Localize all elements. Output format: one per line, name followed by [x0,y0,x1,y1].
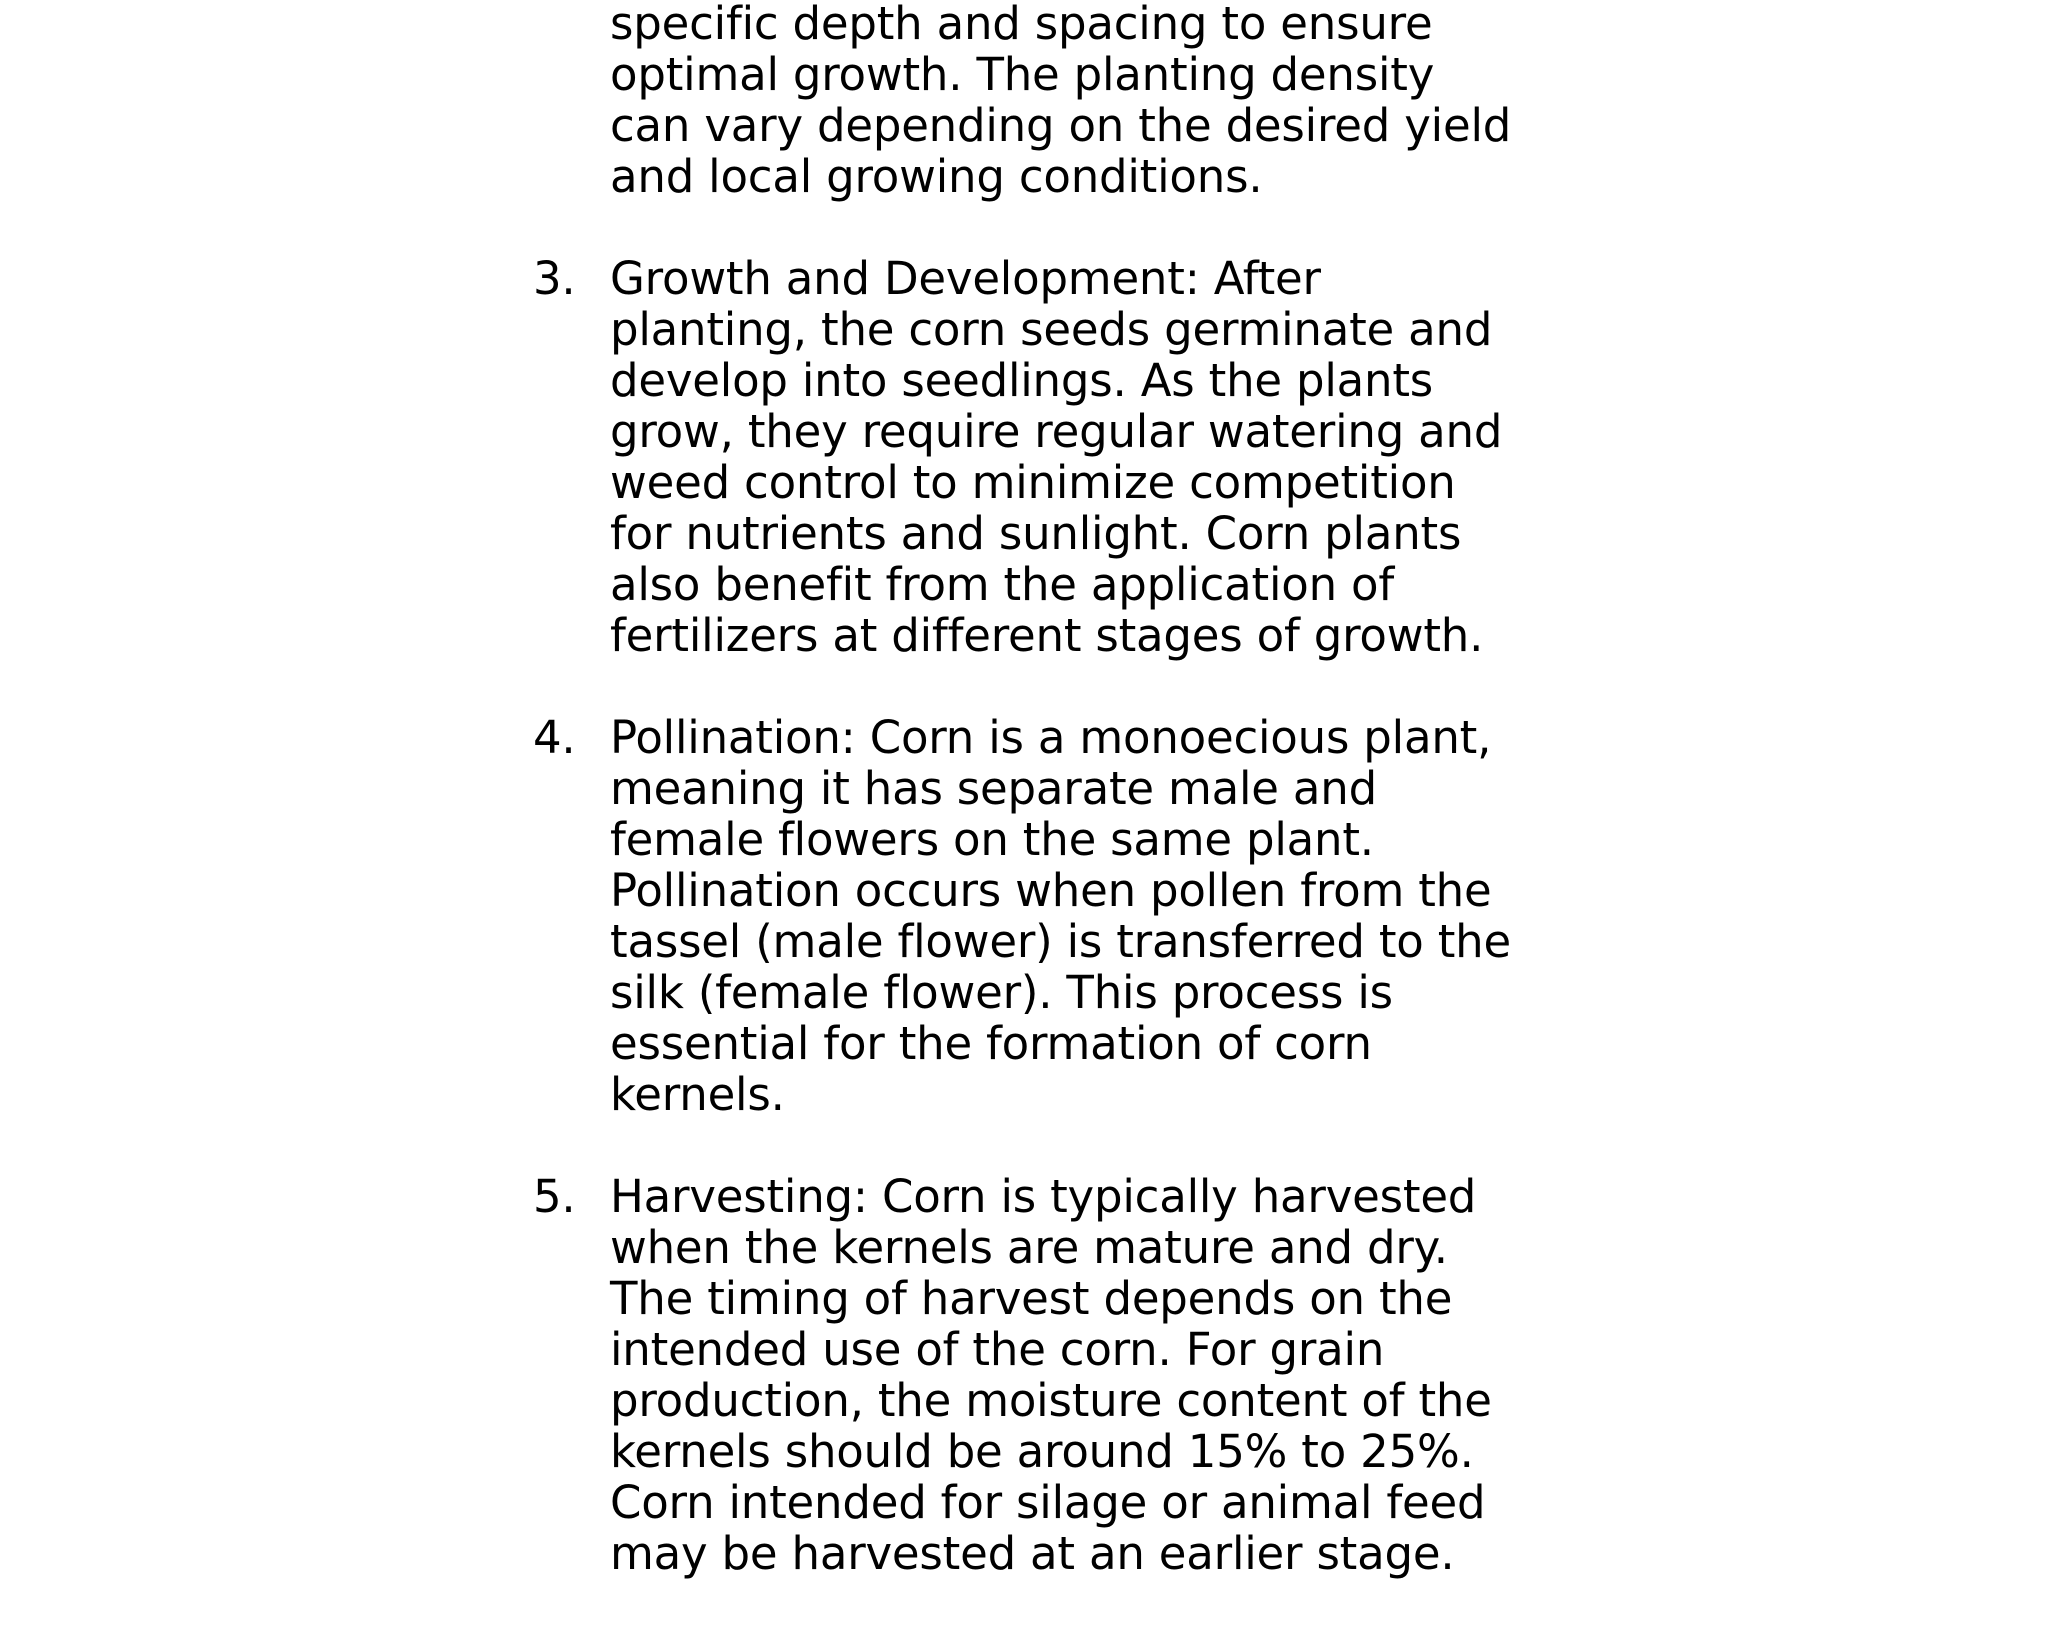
text-line: production, the moisture content of the [610,1374,1492,1427]
document-body [533,0,1533,1630]
list-item-planting-continued [533,0,1533,202]
text-line: when the kernels are mature and dry. [610,1221,1448,1274]
text-line: silk (female flower). This process is [610,966,1393,1019]
text-line: can vary depending on the desired yield [610,99,1512,152]
text-line: kernels should be around 15% to 25%. [610,1425,1474,1478]
text-line: Growth and Development: After [610,252,1321,305]
text-line: specific depth and spacing to ensure [610,0,1433,50]
text-line: kernels. [610,1068,785,1121]
list-item-text [610,1171,1540,1579]
text-line: Pollination: Corn is a monoecious plant, [610,711,1492,764]
list-item-text [610,712,1540,1120]
list-item-growth-development [533,253,1533,661]
text-line: and local growing conditions. [610,150,1263,203]
text-line: Harvesting: Corn is typically harvested [610,1170,1477,1223]
text-line: optimal growth. The planting density [610,48,1435,101]
text-line: fertilizers at different stages of growth. [610,609,1484,662]
text-line: Pollination occurs when pollen from the [610,864,1492,917]
text-line: female flowers on the same plant. [610,813,1374,866]
text-line: grow, they require regular watering and [610,405,1503,458]
text-line: meaning it has separate male and [610,762,1377,815]
text-line: intended use of the corn. For grain [610,1323,1385,1376]
text-line: tassel (male flower) is transferred to the [610,915,1511,968]
text-line: may be harvested at an earlier stage. [610,1527,1455,1580]
list-item-text [610,0,1540,202]
list-item-number: 3. [533,252,576,305]
list-item-number: 4. [533,711,576,764]
list-item-text [610,253,1540,661]
text-line: planting, the corn seeds germinate and [610,303,1493,356]
list-item-harvesting [533,1171,1533,1579]
text-line: Corn intended for silage or animal feed [610,1476,1486,1529]
text-line: develop into seedlings. As the plants [610,354,1434,407]
text-line: essential for the formation of corn [610,1017,1372,1070]
text-line: for nutrients and sunlight. Corn plants [610,507,1462,560]
text-line: weed control to minimize competition [610,456,1456,509]
text-line: The timing of harvest depends on the [610,1272,1453,1325]
list-item-pollination [533,712,1533,1120]
text-line: also benefit from the application of [610,558,1394,611]
list-item-number: 5. [533,1170,576,1223]
